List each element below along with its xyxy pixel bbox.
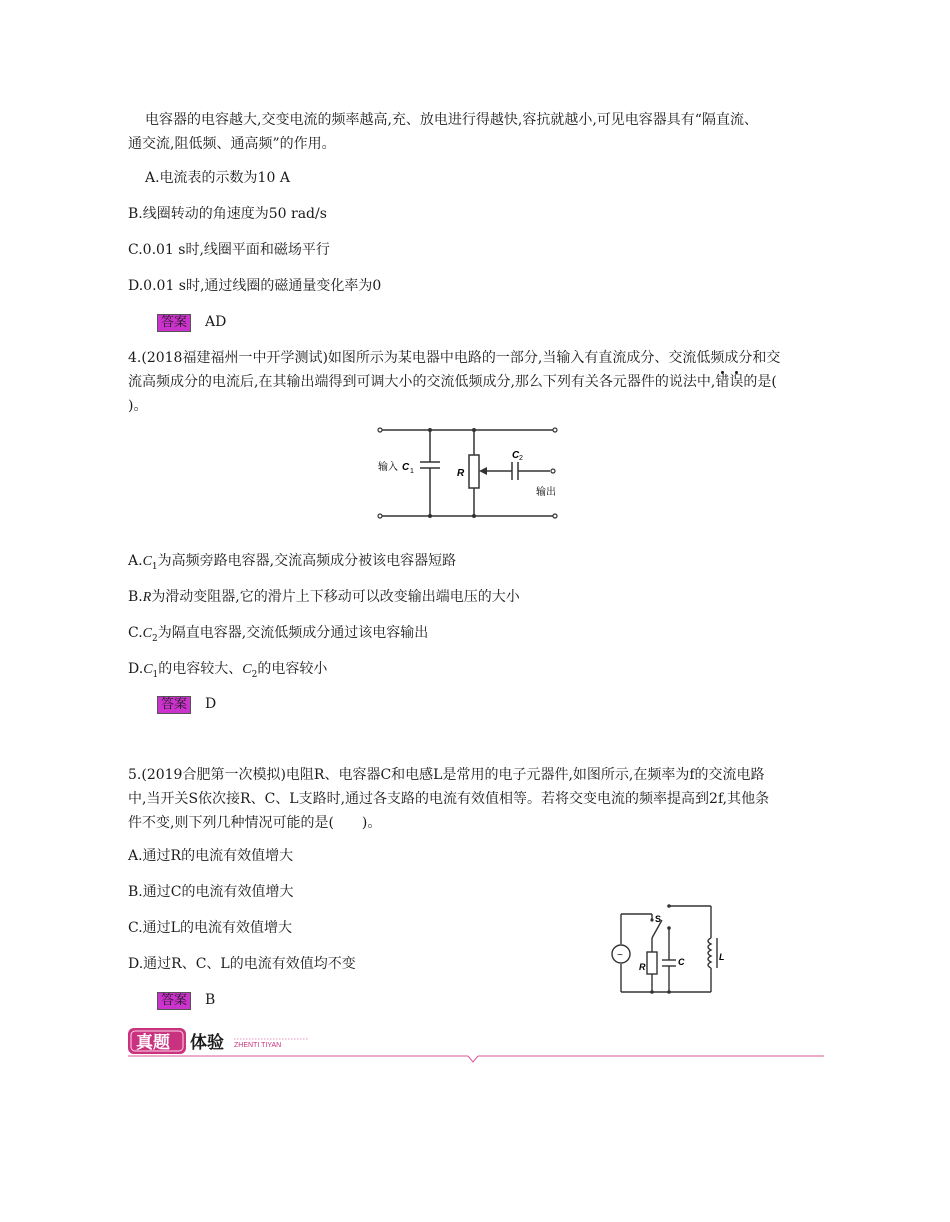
q4-stem-line-2 — [128, 372, 777, 392]
subscript: 1 — [151, 561, 158, 572]
answer-label: 答案 — [157, 314, 191, 332]
q3-option-d: D.0.01 s时,通过线圈的磁通量变化率为0 — [128, 278, 382, 294]
input-label: 输入 — [378, 462, 398, 473]
subscript: 2 — [251, 669, 258, 680]
q5-option-c: C.通过L的电流有效值增大 — [128, 920, 292, 936]
q4-stem-text: 流高频成分的电流后,在其输出端得到可调大小的交流低频成分,那么下列有关各元器件的说法中, — [128, 374, 716, 390]
symbol: C — [143, 662, 153, 677]
symbol: C — [142, 554, 152, 569]
q5-option-b: B.通过C的电流有效值增大 — [128, 884, 294, 900]
c1-subscript: 1 — [410, 468, 414, 475]
answer-label: 答案 — [157, 992, 191, 1010]
option-text: 的电容较大、 — [158, 661, 243, 677]
switch-label: S — [655, 914, 662, 924]
q3-option-c: C.0.01 s时,线圈平面和磁场平行 — [128, 242, 330, 258]
option-text: 为滑动变阻器,它的滑片上下移动可以改变输出端电压的大小 — [151, 589, 520, 605]
l-label: L — [719, 952, 725, 962]
section-banner — [128, 1028, 824, 1068]
q4-option-b — [128, 587, 520, 608]
r-label: R — [457, 468, 465, 479]
q5-option-a: A.通过R的电流有效值增大 — [128, 848, 294, 864]
q3-answer-row — [157, 312, 226, 332]
q5-option-d: D.通过R、C、L的电流有效值均不变 — [128, 956, 356, 972]
q4-stem-line-1: 4.(2018福建福州一中开学测试)如图所示为某电器中电路的一部分,当输入有直流成分、交流低频成分和交 — [128, 350, 781, 366]
symbol: C — [142, 626, 153, 641]
q4-stem-text: 的是( — [743, 374, 777, 390]
q4-circuit-diagram — [370, 420, 570, 525]
q5-stem-line-2: 中,当开关S依次接R、C、L支路时,通过各支路的电流有效值相等。若将交变电流的频率提高到2f,其他条 — [128, 791, 770, 807]
q5-stem-line-3: 件不变,则下列几种情况可能的是( )。 — [128, 815, 382, 831]
banner-title-1: 真题 — [136, 1033, 170, 1052]
q4-option-a — [128, 551, 456, 577]
emphasis-char: 错 — [715, 374, 730, 390]
banner-graphic — [128, 1028, 824, 1068]
option-prefix: C. — [128, 625, 143, 641]
c1-label: C — [402, 462, 410, 473]
q5-circuit-diagram — [606, 898, 726, 998]
intro-line-1: 电容器的电容越大,交变电流的频率越高,充、放电进行得越快,容抗就越小,可见电容器具有“隔直流、 — [145, 112, 758, 128]
option-prefix: B. — [128, 589, 143, 605]
q3-option-b: B.线圈转动的角速度为50 rad/s — [128, 206, 327, 222]
answer-value: B — [205, 992, 216, 1008]
symbol: C — [242, 662, 252, 677]
option-prefix: A. — [128, 553, 143, 569]
option-text: 的电容较小 — [257, 661, 328, 677]
q4-option-d — [128, 659, 327, 685]
q4-stem-line-3: )。 — [128, 398, 148, 414]
symbol: R — [142, 590, 152, 605]
q5-answer-row — [157, 990, 215, 1010]
source-symbol: ~ — [617, 950, 623, 961]
answer-value: D — [205, 696, 217, 712]
option-text: 为隔直电容器,交流低频成分通过该电容输出 — [157, 625, 429, 641]
option-prefix: D. — [128, 661, 144, 677]
r-label: R — [639, 962, 646, 972]
subscript: 2 — [152, 633, 158, 644]
subscript: 1 — [152, 669, 159, 680]
c2-label: C — [512, 450, 520, 461]
intro-line-2: 通交流,阻低频、通高频”的作用。 — [128, 136, 336, 152]
answer-value: AD — [205, 314, 227, 330]
banner-title-2: 体验 — [190, 1033, 224, 1052]
answer-label: 答案 — [157, 696, 191, 714]
q4-answer-row — [157, 694, 216, 714]
c-label: C — [678, 957, 685, 967]
banner-subtitle: ZHENTI TIYAN — [234, 1042, 282, 1049]
c2-subscript: 2 — [519, 455, 523, 462]
option-text: 为高频旁路电容器,交流高频成分被该电容器短路 — [157, 553, 457, 569]
emphasis-char: 误 — [729, 374, 744, 390]
q4-option-c — [128, 623, 428, 649]
q3-option-a: A.电流表的示数为10 A — [145, 170, 290, 186]
output-label: 输出 — [536, 487, 556, 498]
q5-stem-line-1: 5.(2019合肥第一次模拟)电阻R、电容器C和电感L是常用的电子元器件,如图所示,在频率为f的交流电路 — [128, 767, 765, 783]
